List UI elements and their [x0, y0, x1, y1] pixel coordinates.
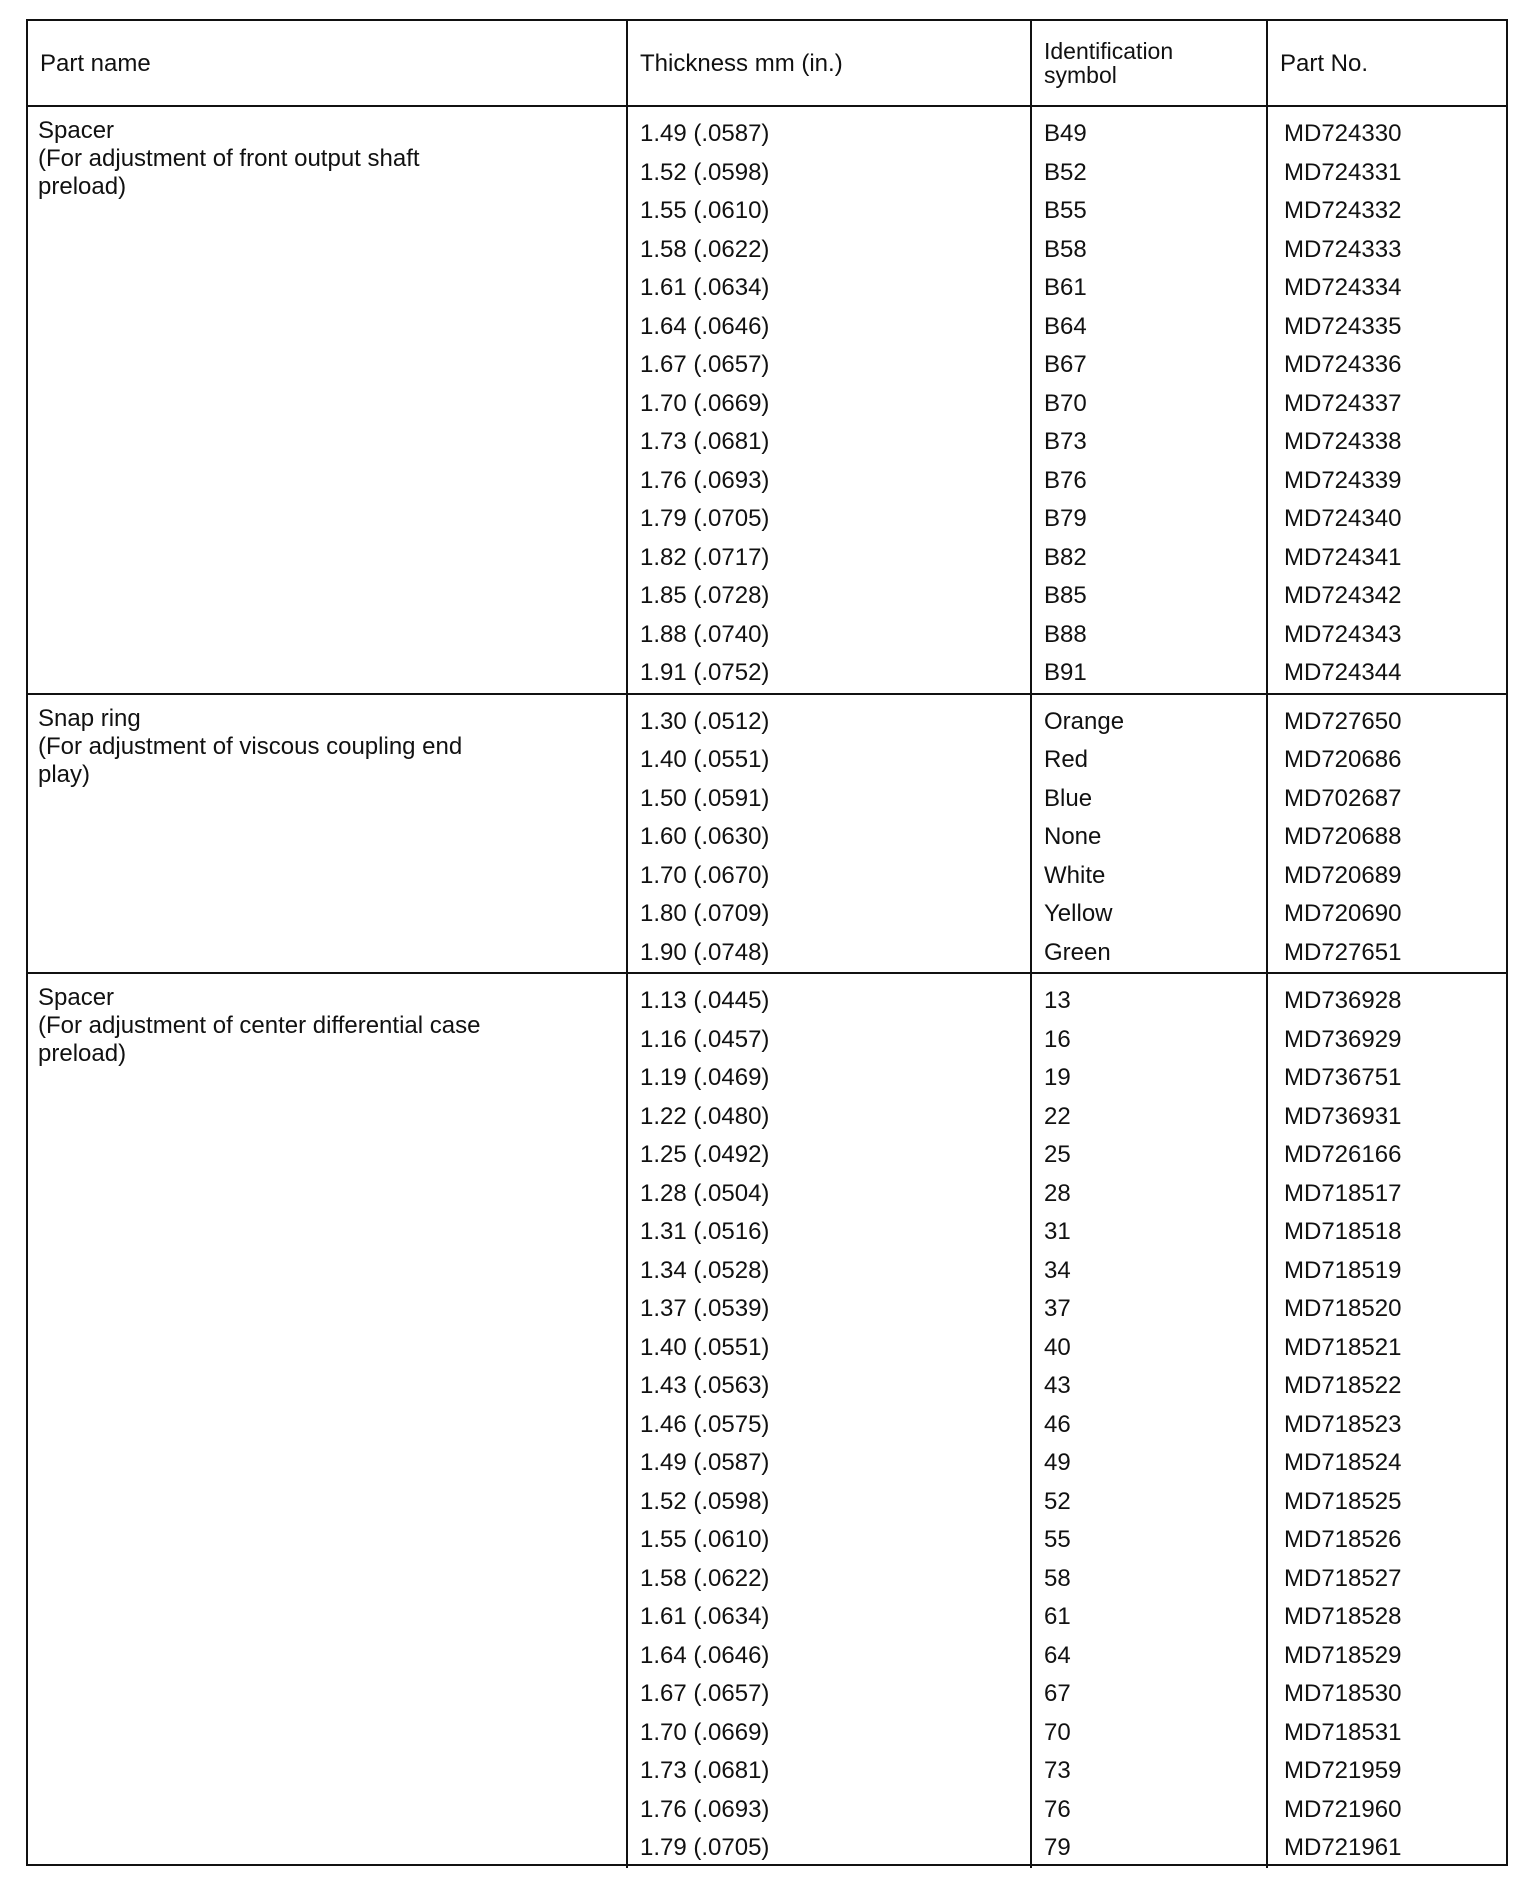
- part-name-desc-line1: (For adjustment of viscous coupling end: [38, 732, 463, 760]
- thickness-value: 1.64 (.0646): [640, 312, 770, 340]
- part-number: MD724335: [1284, 312, 1402, 340]
- identification-symbol: 16: [1044, 1025, 1071, 1053]
- identification-symbol: 13: [1044, 987, 1071, 1014]
- part-number: MD724333: [1284, 235, 1402, 263]
- part-name-desc-line1: (For adjustment of front output shaft: [38, 145, 420, 172]
- thickness-value: 1.50 (.0591): [640, 784, 770, 812]
- identification-symbol: 31: [1044, 1218, 1071, 1245]
- part-number: MD718524: [1284, 1449, 1402, 1476]
- thickness-value: 1.28 (.0504): [640, 1179, 770, 1207]
- identification-symbol: 19: [1044, 1064, 1071, 1091]
- identification-symbol: 37: [1044, 1295, 1071, 1322]
- thickness-value: 1.73 (.0681): [640, 1757, 770, 1784]
- thickness-value: 1.67 (.0657): [640, 351, 770, 378]
- part-number: MD724338: [1284, 428, 1402, 455]
- part-number: MD724334: [1284, 274, 1402, 301]
- header-thickness: Thickness mm (in.): [626, 21, 1030, 105]
- identification-symbol: B88: [1044, 620, 1087, 648]
- thickness-value: 1.82 (.0717): [640, 543, 770, 571]
- identification-symbol: 67: [1044, 1680, 1071, 1707]
- header-part-name: Part name: [40, 49, 151, 77]
- identification-symbol: 40: [1044, 1333, 1071, 1361]
- identification-symbol: B55: [1044, 197, 1087, 224]
- identification-symbol: B64: [1044, 312, 1087, 340]
- part-number: MD720689: [1284, 861, 1402, 889]
- thickness-value: 1.52 (.0598): [640, 158, 770, 186]
- table-group: [28, 695, 1506, 975]
- identification-symbol: B79: [1044, 505, 1087, 532]
- part-number: MD718525: [1284, 1487, 1402, 1515]
- identification-symbol: 46: [1044, 1410, 1071, 1438]
- thickness-value: 1.61 (.0634): [640, 274, 770, 301]
- identification-symbol: White: [1044, 861, 1106, 889]
- part-number: MD724332: [1284, 197, 1402, 224]
- thickness-value: 1.37 (.0539): [640, 1295, 770, 1322]
- thickness-value: 1.79 (.0705): [640, 1834, 770, 1861]
- thickness-value: 1.16 (.0457): [640, 1025, 770, 1053]
- part-name-name: Snap ring: [38, 704, 141, 732]
- part-number: MD720690: [1284, 900, 1402, 927]
- identification-symbol: B73: [1044, 428, 1087, 455]
- thickness-value: 1.30 (.0512): [640, 707, 770, 735]
- identification-symbol: B67: [1044, 351, 1087, 378]
- thickness-value: 1.70 (.0669): [640, 389, 770, 417]
- part-number: MD721961: [1284, 1834, 1402, 1861]
- thickness-value: 1.49 (.0587): [640, 120, 770, 147]
- thickness-value-column: [626, 107, 1030, 693]
- header-identification-line2: symbol: [1044, 62, 1117, 88]
- part-number: MD736751: [1284, 1064, 1402, 1091]
- part-number: MD718529: [1284, 1641, 1402, 1669]
- thickness-value: 1.13 (.0445): [640, 987, 770, 1014]
- part-number: MD724342: [1284, 582, 1402, 609]
- part-number: MD702687: [1284, 784, 1402, 812]
- part-number: MD721959: [1284, 1757, 1402, 1784]
- thickness-value: 1.34 (.0528): [640, 1256, 770, 1284]
- thickness-value: 1.76 (.0693): [640, 1795, 770, 1823]
- part-number: MD718522: [1284, 1372, 1402, 1399]
- part-name-name: Spacer: [38, 984, 115, 1011]
- part-number: MD724343: [1284, 620, 1402, 648]
- thickness-value: 1.70 (.0669): [640, 1718, 770, 1746]
- identification-symbol: Orange: [1044, 707, 1125, 735]
- thickness-value: 1.43 (.0563): [640, 1372, 770, 1399]
- thickness-value: 1.25 (.0492): [640, 1141, 770, 1168]
- part-number: MD727651: [1284, 938, 1402, 966]
- identification-symbol: 52: [1044, 1487, 1071, 1515]
- header-part-no: Part No.: [1266, 21, 1506, 105]
- identification-symbol: Blue: [1044, 784, 1093, 812]
- identification-symbol: B49: [1044, 120, 1087, 147]
- part-number: MD718530: [1284, 1680, 1402, 1707]
- part-number: MD736929: [1284, 1025, 1402, 1053]
- part-name-desc-line2: preload): [38, 173, 127, 200]
- part-number: MD718521: [1284, 1333, 1402, 1361]
- part-number: MD718526: [1284, 1526, 1402, 1553]
- identification-symbol: 79: [1044, 1834, 1071, 1861]
- thickness-value: 1.85 (.0728): [640, 582, 770, 609]
- part-number: MD724331: [1284, 158, 1402, 186]
- thickness-value: 1.58 (.0622): [640, 235, 770, 263]
- identification-symbol: 22: [1044, 1102, 1071, 1130]
- part-number: MD718531: [1284, 1718, 1402, 1746]
- part-number: MD718518: [1284, 1218, 1402, 1245]
- table-header: [28, 21, 1506, 107]
- identification-symbol: 43: [1044, 1372, 1071, 1399]
- identification-symbol: B85: [1044, 582, 1087, 609]
- part-number: MD724336: [1284, 351, 1402, 378]
- thickness-value-column: [626, 974, 1030, 1868]
- identification-symbol-column: [1030, 107, 1266, 693]
- identification-symbol: B76: [1044, 466, 1087, 494]
- part-number: MD726166: [1284, 1141, 1402, 1168]
- part-number: MD724340: [1284, 505, 1402, 532]
- part-number: MD736928: [1284, 987, 1402, 1014]
- part-number: MD720688: [1284, 823, 1402, 850]
- part-number: MD718528: [1284, 1603, 1402, 1630]
- thickness-value: 1.88 (.0740): [640, 620, 770, 648]
- identification-symbol-column: [1030, 974, 1266, 1868]
- identification-symbol: None: [1044, 823, 1102, 850]
- part-number: MD718520: [1284, 1295, 1402, 1322]
- part-name-cell: [28, 974, 626, 1868]
- part-number: MD724339: [1284, 466, 1402, 494]
- identification-symbol: B52: [1044, 158, 1087, 186]
- part-name-desc-line1: (For adjustment of center differential case: [38, 1012, 481, 1039]
- part-name-cell: [28, 695, 626, 973]
- thickness-value: 1.91 (.0752): [640, 659, 770, 686]
- identification-symbol: B82: [1044, 543, 1087, 571]
- part-number: MD718517: [1284, 1179, 1402, 1207]
- identification-symbol: 64: [1044, 1641, 1071, 1669]
- thickness-value: 1.40 (.0551): [640, 1333, 770, 1361]
- part-number: MD727650: [1284, 707, 1402, 735]
- identification-symbol: B61: [1044, 274, 1087, 301]
- thickness-value: 1.67 (.0657): [640, 1680, 770, 1707]
- part-name-cell: [28, 107, 626, 693]
- thickness-value: 1.58 (.0622): [640, 1564, 770, 1592]
- part-number: MD718519: [1284, 1256, 1402, 1284]
- thickness-value: 1.80 (.0709): [640, 900, 770, 927]
- thickness-value: 1.55 (.0610): [640, 197, 770, 224]
- thickness-value: 1.79 (.0705): [640, 505, 770, 532]
- identification-symbol: 28: [1044, 1179, 1071, 1207]
- part-name-desc-line2: preload): [38, 1040, 127, 1067]
- part-name-name: Spacer: [38, 117, 115, 144]
- thickness-value: 1.22 (.0480): [640, 1102, 770, 1130]
- identification-symbol: B91: [1044, 659, 1087, 686]
- thickness-value: 1.19 (.0469): [640, 1064, 770, 1091]
- part-number: MD724337: [1284, 389, 1402, 417]
- identification-symbol: 58: [1044, 1564, 1071, 1592]
- part-number-column: [1266, 974, 1506, 1868]
- table-body: [28, 107, 1506, 1872]
- table-group: [28, 107, 1506, 695]
- table-group: [28, 974, 1506, 1872]
- part-number: MD736931: [1284, 1102, 1402, 1130]
- thickness-value: 1.46 (.0575): [640, 1410, 770, 1438]
- identification-symbol: 61: [1044, 1603, 1071, 1630]
- thickness-value: 1.60 (.0630): [640, 823, 770, 850]
- identification-symbol: Red: [1044, 746, 1089, 773]
- thickness-value: 1.40 (.0551): [640, 746, 770, 773]
- identification-symbol: 73: [1044, 1757, 1071, 1784]
- part-number-column: [1266, 107, 1506, 693]
- identification-symbol: 76: [1044, 1795, 1071, 1823]
- part-name-desc-line2: play): [38, 760, 91, 788]
- thickness-value: 1.31 (.0516): [640, 1218, 770, 1245]
- thickness-value: 1.55 (.0610): [640, 1526, 770, 1553]
- parts-table: [26, 19, 1508, 1866]
- identification-symbol: B70: [1044, 389, 1087, 417]
- part-number: MD724344: [1284, 659, 1402, 686]
- thickness-value: 1.76 (.0693): [640, 466, 770, 494]
- thickness-value: 1.61 (.0634): [640, 1603, 770, 1630]
- identification-symbol: 55: [1044, 1526, 1071, 1553]
- part-number: MD724341: [1284, 543, 1402, 571]
- part-number: MD718523: [1284, 1410, 1402, 1438]
- identification-symbol: 34: [1044, 1256, 1071, 1284]
- identification-symbol: 49: [1044, 1449, 1071, 1476]
- thickness-value: 1.70 (.0670): [640, 861, 770, 889]
- identification-symbol: 25: [1044, 1141, 1071, 1168]
- part-number: MD724330: [1284, 120, 1402, 147]
- thickness-value: 1.52 (.0598): [640, 1487, 770, 1515]
- identification-symbol-column: [1030, 695, 1266, 973]
- thickness-value: 1.90 (.0748): [640, 938, 770, 966]
- header-identification-symbol: [1030, 21, 1266, 105]
- part-number: MD718527: [1284, 1564, 1402, 1592]
- identification-symbol: Yellow: [1044, 900, 1113, 927]
- identification-symbol: B58: [1044, 235, 1087, 263]
- identification-symbol: Green: [1044, 938, 1111, 966]
- part-number: MD720686: [1284, 746, 1402, 773]
- part-number-column: [1266, 695, 1506, 973]
- identification-symbol: 70: [1044, 1718, 1071, 1746]
- thickness-value: 1.64 (.0646): [640, 1641, 770, 1669]
- thickness-value-column: [626, 695, 1030, 973]
- thickness-value: 1.49 (.0587): [640, 1449, 770, 1476]
- header-identification-line1: Identification: [1044, 38, 1174, 64]
- part-number: MD721960: [1284, 1795, 1402, 1823]
- thickness-value: 1.73 (.0681): [640, 428, 770, 455]
